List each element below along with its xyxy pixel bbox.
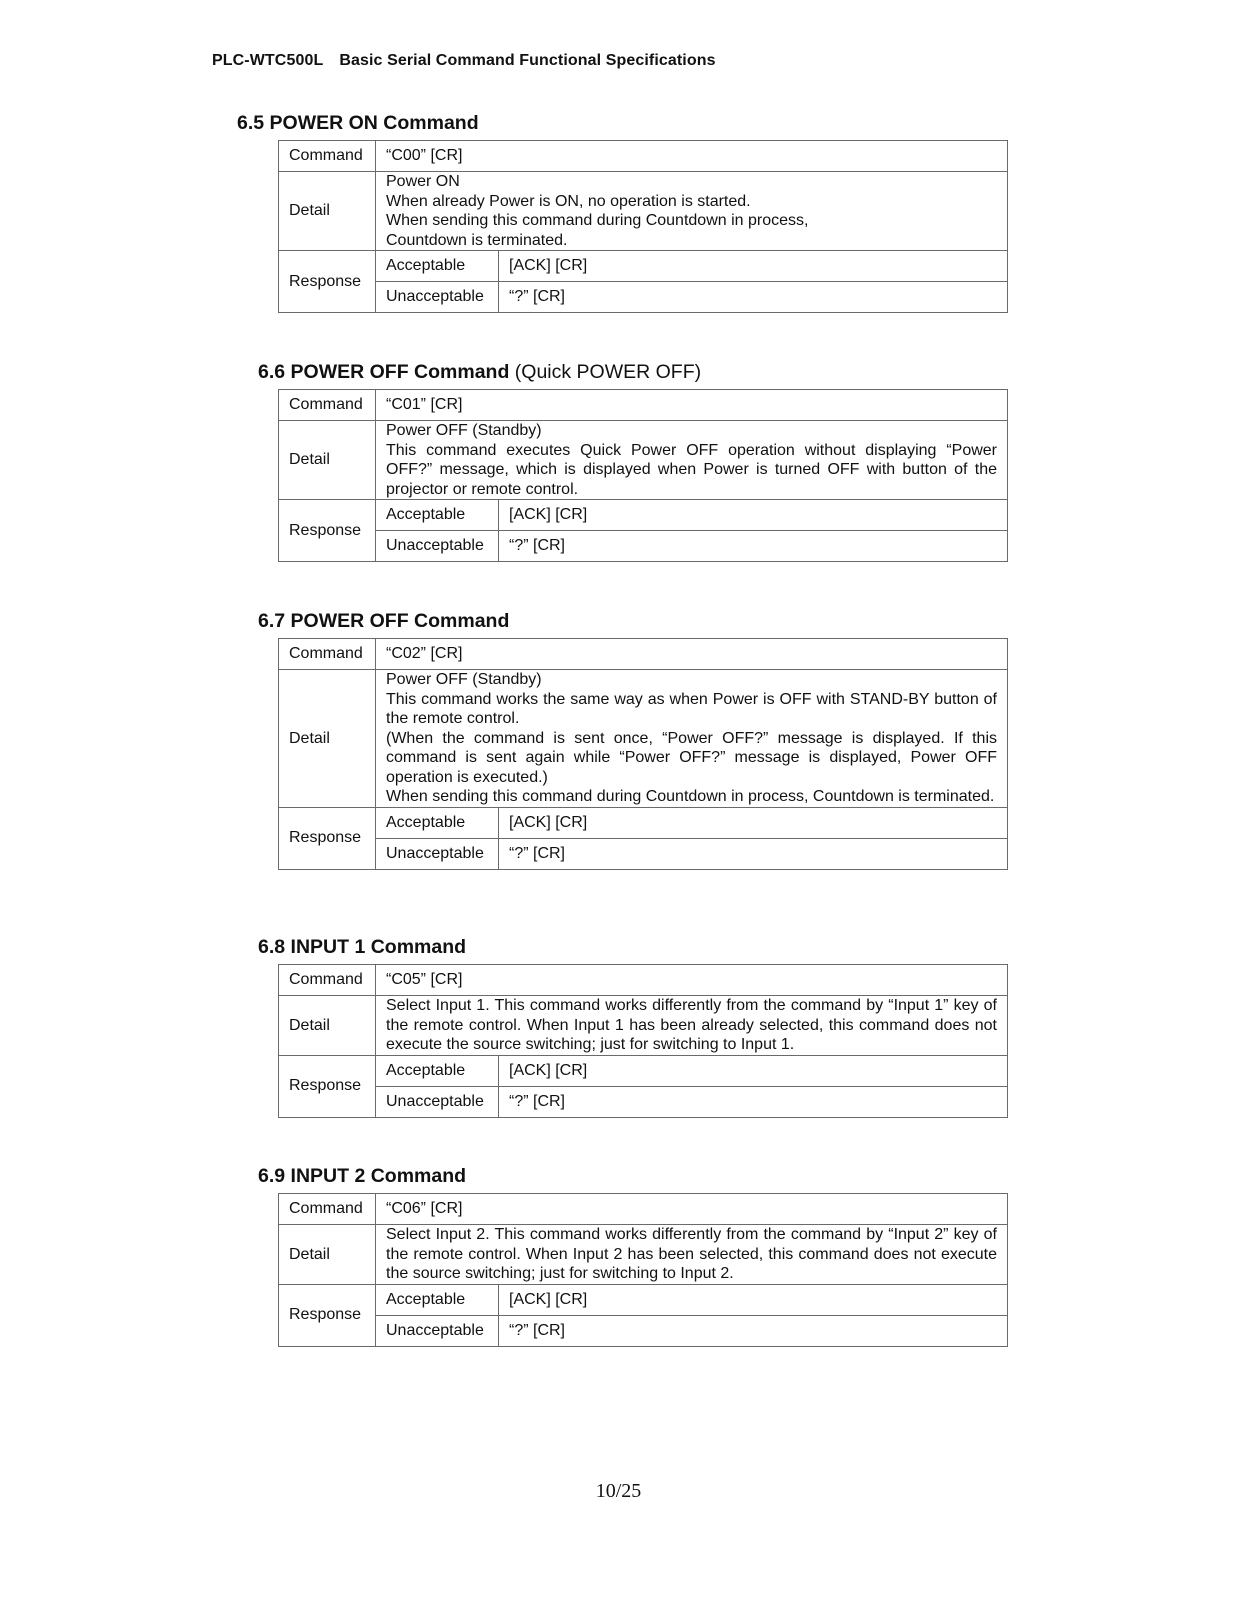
command-spec-table <box>278 389 1008 562</box>
command-value: “C00” [CR] <box>376 141 1008 172</box>
unacceptable-label: Unacceptable <box>376 531 499 562</box>
acceptable-label: Acceptable <box>376 500 499 531</box>
detail-text <box>376 172 1008 251</box>
section-title <box>258 936 466 959</box>
detail-line: Power OFF (Standby) <box>386 422 542 439</box>
command-spec-table <box>278 964 1008 1118</box>
section-title <box>237 112 479 135</box>
detail-line: When already Power is ON, no operation is started. <box>386 192 751 210</box>
detail-row <box>279 670 1008 808</box>
acceptable-label: Acceptable <box>376 807 499 838</box>
unacceptable-label: Unacceptable <box>376 1315 499 1346</box>
page-number: 10/25 <box>595 1480 642 1502</box>
acceptable-label: Acceptable <box>376 1284 499 1315</box>
unacceptable-value: “?” [CR] <box>499 1086 1008 1117</box>
command-label: Command <box>279 639 376 670</box>
detail-text <box>376 670 1008 808</box>
detail-text <box>376 421 1008 500</box>
response-unacceptable-row <box>279 838 1008 869</box>
section-title-suffix: (Quick POWER OFF) <box>509 361 702 383</box>
acceptable-value: [ACK] [CR] <box>499 807 1008 838</box>
detail-line: Select Input 1. This command works differently from the command by “Input 1” key of the remote control. When Input 1 has been already selected, this command does not execute the source switching; just for switching to Input 1. <box>386 997 997 1053</box>
detail-row <box>279 421 1008 500</box>
detail-line: Select Input 2. This command works differently from the command by “Input 2” key of the remote control. When Input 2 has been selected, this command does not execute the source switching; just for switching to Input 2. <box>386 1226 997 1282</box>
detail-row <box>279 1225 1008 1285</box>
header-title: Basic Serial Command Functional Specifications <box>339 52 716 69</box>
command-value: “C02” [CR] <box>376 639 1008 670</box>
detail-line: Power OFF (Standby) <box>386 671 542 688</box>
section-title <box>258 1165 466 1188</box>
acceptable-label: Acceptable <box>376 1055 499 1086</box>
section-title <box>258 610 509 633</box>
detail-label: Detail <box>279 421 376 500</box>
response-acceptable-row <box>279 1284 1008 1315</box>
unacceptable-value: “?” [CR] <box>499 282 1008 313</box>
command-row <box>279 390 1008 421</box>
command-label: Command <box>279 390 376 421</box>
detail-text <box>376 1225 1008 1285</box>
detail-line: When sending this command during Countdown in process, Countdown is terminated. <box>386 788 995 805</box>
response-label: Response <box>279 251 376 313</box>
detail-label: Detail <box>279 670 376 808</box>
detail-line: Power ON <box>386 173 460 190</box>
detail-line: When sending this command during Countdown in process, <box>386 212 809 229</box>
unacceptable-value: “?” [CR] <box>499 838 1008 869</box>
response-acceptable-row <box>279 807 1008 838</box>
detail-line: This command executes Quick Power OFF operation without displaying “Power OFF?” message, which is displayed when Power is turned OFF with button of the projector or remote control. <box>386 441 997 498</box>
response-label: Response <box>279 500 376 562</box>
command-spec-table <box>278 1193 1008 1347</box>
acceptable-value: [ACK] [CR] <box>499 1284 1008 1315</box>
unacceptable-label: Unacceptable <box>376 282 499 313</box>
detail-line: (When the command is sent once, “Power OFF?” message is displayed. If this command is sent again while “Power OFF?” message is displayed, Power OFF operation is executed.) <box>386 729 997 786</box>
response-label: Response <box>279 807 376 869</box>
acceptable-label: Acceptable <box>376 251 499 282</box>
acceptable-value: [ACK] [CR] <box>499 251 1008 282</box>
section-title-text: 6.8 INPUT 1 Command <box>258 936 467 958</box>
command-row <box>279 965 1008 996</box>
detail-row <box>279 172 1008 251</box>
document-header <box>212 52 716 70</box>
header-model: PLC-WTC500L <box>212 52 324 69</box>
command-label: Command <box>279 141 376 172</box>
detail-label: Detail <box>279 996 376 1056</box>
response-label: Response <box>279 1055 376 1117</box>
command-value: “C05” [CR] <box>376 965 1008 996</box>
command-value: “C01” [CR] <box>376 390 1008 421</box>
command-row <box>279 1194 1008 1225</box>
section-title-text: 6.7 POWER OFF Command <box>258 610 510 632</box>
detail-line: Countdown is terminated. <box>386 231 568 249</box>
unacceptable-value: “?” [CR] <box>499 1315 1008 1346</box>
acceptable-value: [ACK] [CR] <box>499 1055 1008 1086</box>
unacceptable-value: “?” [CR] <box>499 531 1008 562</box>
detail-text <box>376 996 1008 1056</box>
detail-row <box>279 996 1008 1056</box>
command-spec-table <box>278 140 1008 313</box>
command-row <box>279 639 1008 670</box>
command-row <box>279 141 1008 172</box>
response-acceptable-row <box>279 251 1008 282</box>
acceptable-value: [ACK] [CR] <box>499 500 1008 531</box>
response-acceptable-row <box>279 500 1008 531</box>
response-acceptable-row <box>279 1055 1008 1086</box>
unacceptable-label: Unacceptable <box>376 1086 499 1117</box>
command-value: “C06” [CR] <box>376 1194 1008 1225</box>
unacceptable-label: Unacceptable <box>376 838 499 869</box>
section-title-text: 6.5 POWER ON Command <box>237 112 479 134</box>
response-unacceptable-row <box>279 282 1008 313</box>
section-title-text: 6.6 POWER OFF Command <box>258 361 510 383</box>
command-label: Command <box>279 1194 376 1225</box>
response-unacceptable-row <box>279 531 1008 562</box>
detail-line: This command works the same way as when Power is OFF with STAND-BY button of the remote control. <box>386 690 997 727</box>
response-unacceptable-row <box>279 1315 1008 1346</box>
response-unacceptable-row <box>279 1086 1008 1117</box>
command-spec-table <box>278 638 1008 870</box>
command-label: Command <box>279 965 376 996</box>
detail-label: Detail <box>279 172 376 251</box>
section-title-text: 6.9 INPUT 2 Command <box>258 1165 467 1187</box>
detail-label: Detail <box>279 1225 376 1285</box>
section-title <box>258 361 701 384</box>
response-label: Response <box>279 1284 376 1346</box>
